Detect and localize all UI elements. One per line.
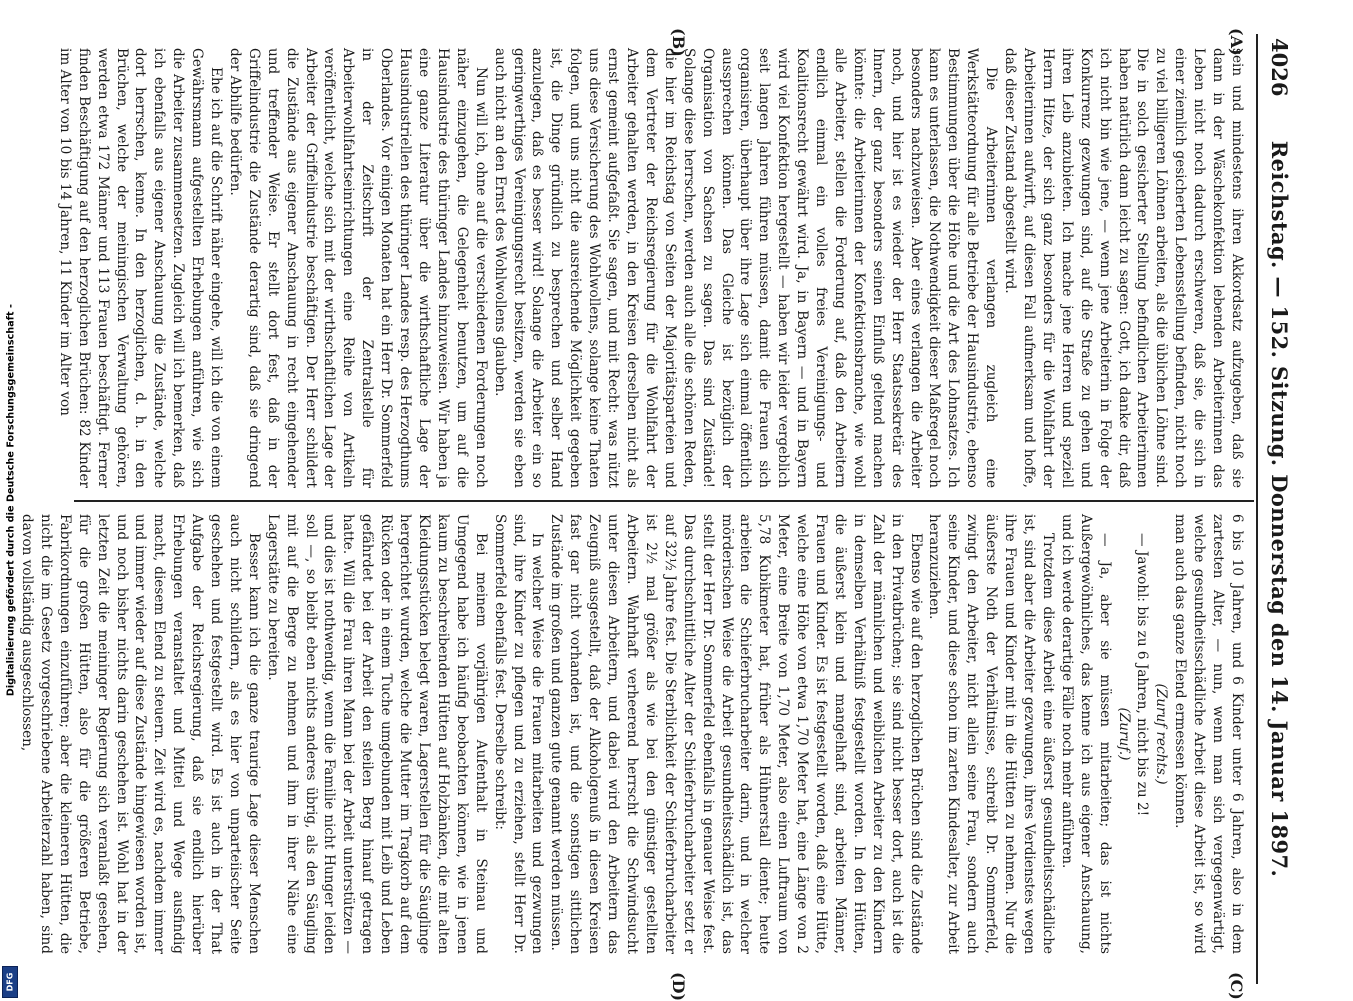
right-column (19, 514, 1246, 954)
paragraph: Ehe ich auf die Schrift näher eingehe, will ich die von einem Gewährsmann aufgestellten Erhebungen anführen, wie sich die Arbeiter zusammensetzen. Zugleich will ich bemerken, daß ich ebenfalls aus eigener Anschauung die Zustände, welche dort herrschen, kenne. In den herzoglichen, d. h. in den Brüchen, welche der meiningischen Verwaltung gehören, werden etwa 172 Männer und 113 Frauen beschäftigt. Ferner finden Beschäftigung auf den herzoglichen Brüchen: 82 Kinder im Alter von 10 bis 14 Jahren, 11 Kinder im Alter von (56, 48, 225, 488)
margin-mark-c: (C) (1227, 972, 1246, 1000)
page-number: 4026 (1267, 38, 1292, 97)
column-divider (74, 500, 1254, 502)
page-header (1256, 34, 1298, 984)
paragraph: — Jawohl: bis zu 6 Jahren, nicht bis zu 2! (1134, 533, 1151, 817)
paragraph: — Ja, aber sie müssen mitarbeiten; das ist nichts Außergewöhnliches, das kenne ich aus eigener Anschauung, und ich werde derartige Fälle noch mehr anführen. (1058, 514, 1113, 954)
paragraph: Die Arbeiterinnen verlangen zugleich eine Werkstätteordnung für alle Betriebe der Hausindustrie, ebenso Bestimmungen über die Höhe und die Art des Lohnsatzes. Ich kann es unterlassen, die Nothwendigkeit dieser Maßregel noch besonders nachzuweisen. Aber eines verlangen die Arbeiter noch, und hier ist es wieder der Herr Staatssekretär des Innern, der ganz besonders seinen Einfluß geltend machen könnte: die Arbeiterinnen der Konfektionsbranche, wie wohl alle Arbeiter, stellen die Forderung auf, daß den Arbeitern endlich einmal ein volles freies Vereinigungs- und Koalitionsrecht gewährt wird. Ja, in Bayern — und in Bayern wird viel Konfektion hergestellt — haben wir leider vergeblich seit langen Jahren führen müssen, damit die Frauen sich organisiren, überhaupt über ihre Lage sich einmal öffentlich aussprechen können. Das Gleiche ist bezüglich der Organisation von Sachsen zu sagen. Das sind Zustände! Solange diese herrschen, werden auch alle die schönen Reden, die hier im Reichstag von Seiten der Majoritätsparteien und dem Vertreter der Reichsregierung für die Wohlfahrt der Arbeiter gehalten werden, in den Kreisen derselben nicht als ernst gemeint aufgefaßt. Sie sagen, und mit Recht: was nützt uns diese Versicherung des Wohlwollens, solange keine Thaten folgen, und uns nicht die ausreichende Möglichkeit gegeben ist, die Dinge gründlich zu besprechen und selber Hand anzulegen, daß es besser wird! Solange die Arbeiter ein so geringwerthiges Vereinigungsrecht besitzen, werden sie eben auch nicht an den Ernst des Wohlwollens glauben. (491, 48, 1000, 488)
scanned-page (19, 28, 1298, 1001)
margin-mark-d: (D) (669, 972, 688, 1001)
left-column (56, 48, 1246, 488)
margin-mark-b: (B) (669, 28, 688, 57)
paragraph: Besser kann ich die ganze traurige Lage dieser Menschen auch nicht schildern, als es hier von unparteiischer Seite geschehen und festgestellt wird. Es ist auch in der That Aufgabe der Reichsregierung, daß sie endlich hierüber Erhebungen veranstaltet und Mittel und Wege ausfindig macht, diesem Elend zu steuern. Zeit wird es, nachdem immer und immer wieder auf diese Zustände hingewiesen worden ist, und noch bisher nichts darin geschehen ist. Wohl hat in der letzten Zeit die meininger Regierung sich veranlaßt gesehen, für die großen Hütten, also für die größeren Betriebe, Fabrikordnungen einzuführen; aber die kleineren Hütten, die nicht die im Gesetz vorgeschriebene Arbeiterzahl haben, sind davon vollständig ausgeschlossen, (19, 514, 262, 954)
paragraph: sein und mindestens ihren Akkordsatz aufzugeben, daß sie dann in der Wäschekonfektion lebenden Arbeiterinnen das Leben nicht noch dadurch erschweren, daß sie, die sich in einer ziemlich gesicherten Lebensstellung befinden, nicht noch zu viel billigeren Löhnen arbeiten, als die üblichen Löhne sind. Die in solch gesicherter Stellung befindlichen Arbeiterinnen haben natürlich dann leicht zu sagen: Gott, ich danke dir, daß ich nicht bin wie jene, — wenn jene Arbeiterin in Folge der Konkurrenz gezwungen sind, auf die Straße zu gehen und ihren Leib anzubieten. Ich mache jene Herren und speziell Herrn Hitze, der sich ganz besonders für die Wohlfahrt der Arbeiterinnen aufwirft, auf diesen Fall aufmerksam und hoffe, daß dieser Zustand abgestellt wird. (1002, 48, 1245, 488)
paragraph: Nun will ich, ohne auf die verschiedenen Forderungen noch näher einzugehen, die Gelegenheit benutzen, um auf die Hausindustrie des thüringer Landes hinzuweisen. Wir haben ja eine ganze Literatur über die wirthschaftliche Lage der Hausindustriellen des thüringer Landes resp. des Herzogthums Oberlandes. Vor einigen Monaten hat ein Herr Dr. Sommerfeld in der Zeitschrift der Zentralstelle für Arbeiterwohlfahrtseinrichtungen eine Reihe von Artikeln veröffentlicht, welche sich mit der wirthschaftlichen Lage der Arbeiter der Griffelindustrie beschäftigen. Der Herr schildert die Zustände aus eigener Anschauung in recht eingehender und treffender Weise. Er stellt dort fest, daß in der Griffelindustrie die Zustände derartig sind, daß sie dringend der Abhilfe bedürfen. (226, 48, 489, 488)
paragraph: In welcher Weise die Frauen mitarbeiten und gezwungen sind, ihre Kinder zu pflegen und zu erziehen, stellt Herr Dr. Sommerfeld ebenfalls fest. Derselbe schreibt: (491, 514, 546, 954)
paragraph: 6 bis 10 Jahren, und 6 Kinder unter 6 Jahren, also in dem zartesten Alter, — nun, wenn man sich vergegenwärtigt, welche gesundheitsschädliche Arbeit diese Arbeit ist, so wird man auch das ganze Elend ermessen können. (1172, 514, 1245, 954)
paragraph: Ebenso wie auf den herzoglichen Brüchen sind die Zustände in den Privatbrüchen; sie sind nicht besser dort, auch ist die Zahl der männlichen und weiblichen Arbeiter zu den Kindern in demselben Verhältniß festgestellt worden. In den Hütten, die äußerst klein und mangelhaft sind, arbeiten Männer, Frauen und Kinder. Es ist festgestellt worden, daß eine Hütte, welche eine Höhe von etwa 1,70 Meter hat, eine Länge von 2 Meter, eine Breite von 1,70 Meter, also einen Luftraum von 5,78 Kubikmeter hat, früher als Hühnerstall diente; heute arbeiten die Schieferbrucharbeiter darin, und in welcher mörderischen Weise die Arbeit gesundheitsschädlich ist, das stellt der Herr Dr. Sommerfeld ebenfalls in genauer Weise fest. Das durchschnittliche Alter der Schieferbrucharbeiter setzt er auf 32½ Jahre fest. Die Sterblichkeit der Schieferbrucharbeiter ist 2½ mal größer als wie bei den günstiger gestellten Arbeitern. Wahrhaft verheerend herrscht die Schwindsucht unter diesen Arbeitern, und dabei wird den Arbeitern das Zeugniß ausgestellt, daß der Alkoholgenuß in diesen Kreisen fast gar nicht vorhanden ist, und die sonstigen sittlichen Zustände im großen und ganzen gute genannt werden müssen. (548, 514, 924, 954)
dfg-logo-icon (2, 966, 18, 998)
page-content (19, 28, 1298, 1001)
paragraph: Bei meinem vorjährigen Aufenthalt in Steinau und Umgegend habe ich häufig beobachten können, wie in jenen kaum zu beschreibenden Hütten auf Holzbänken, die mit alten Kleidungsstücken belegt waren, Lagerstellen für die Säuglinge hergerichtet wurden, welche die Mutter im Tragkorb auf dem Rücken oder in einem Tuche umgebunden mit Leib und Leben gefährdet bei der Arbeit den steilen Berg hinauf getragen hatte. Will die Frau ihren Mann bei der Arbeit unterstützen — und dies ist nothwendig, wenn die Familie nicht Hunger leiden soll —, so bleibt eben nichts anderes übrig, als den Säugling mit auf die Berge zu nehmen und ihm in ihrer Nähe eine Lagerstätte zu bereiten. (264, 514, 489, 954)
credit-text: Digitalisierung gefördert durch die Deutsche Forschungsgemeinschaft - (5, 303, 17, 697)
dfg-logo-text: DFG (5, 972, 15, 992)
paragraph: Trotzdem diese Arbeit eine äußerst gesundheitsschädliche ist, sind aber die Arbeiter gezwungen, ihres Verdienstes wegen ihre Frauen und Kinder mit in die Hütten zu nehmen. Nur die äußerste Noth der Verhältnisse, schreibt Dr. Sommerfeld, zwingt den Arbeiter, nicht allein seine Frau, sondern auch seine Kinder, und diese schon im zarten Kindesalter, zur Arbeit heranzuziehen. (926, 514, 1056, 954)
margin-mark-a: (A) (1227, 28, 1246, 56)
paragraph: (Zuruf rechts.) (1153, 683, 1170, 785)
running-head: Reichstag. — 152. Sitzung. Donnerstag den 14. Januar 1897. (1267, 140, 1292, 878)
paragraph: (Zuruf.) (1115, 707, 1132, 761)
